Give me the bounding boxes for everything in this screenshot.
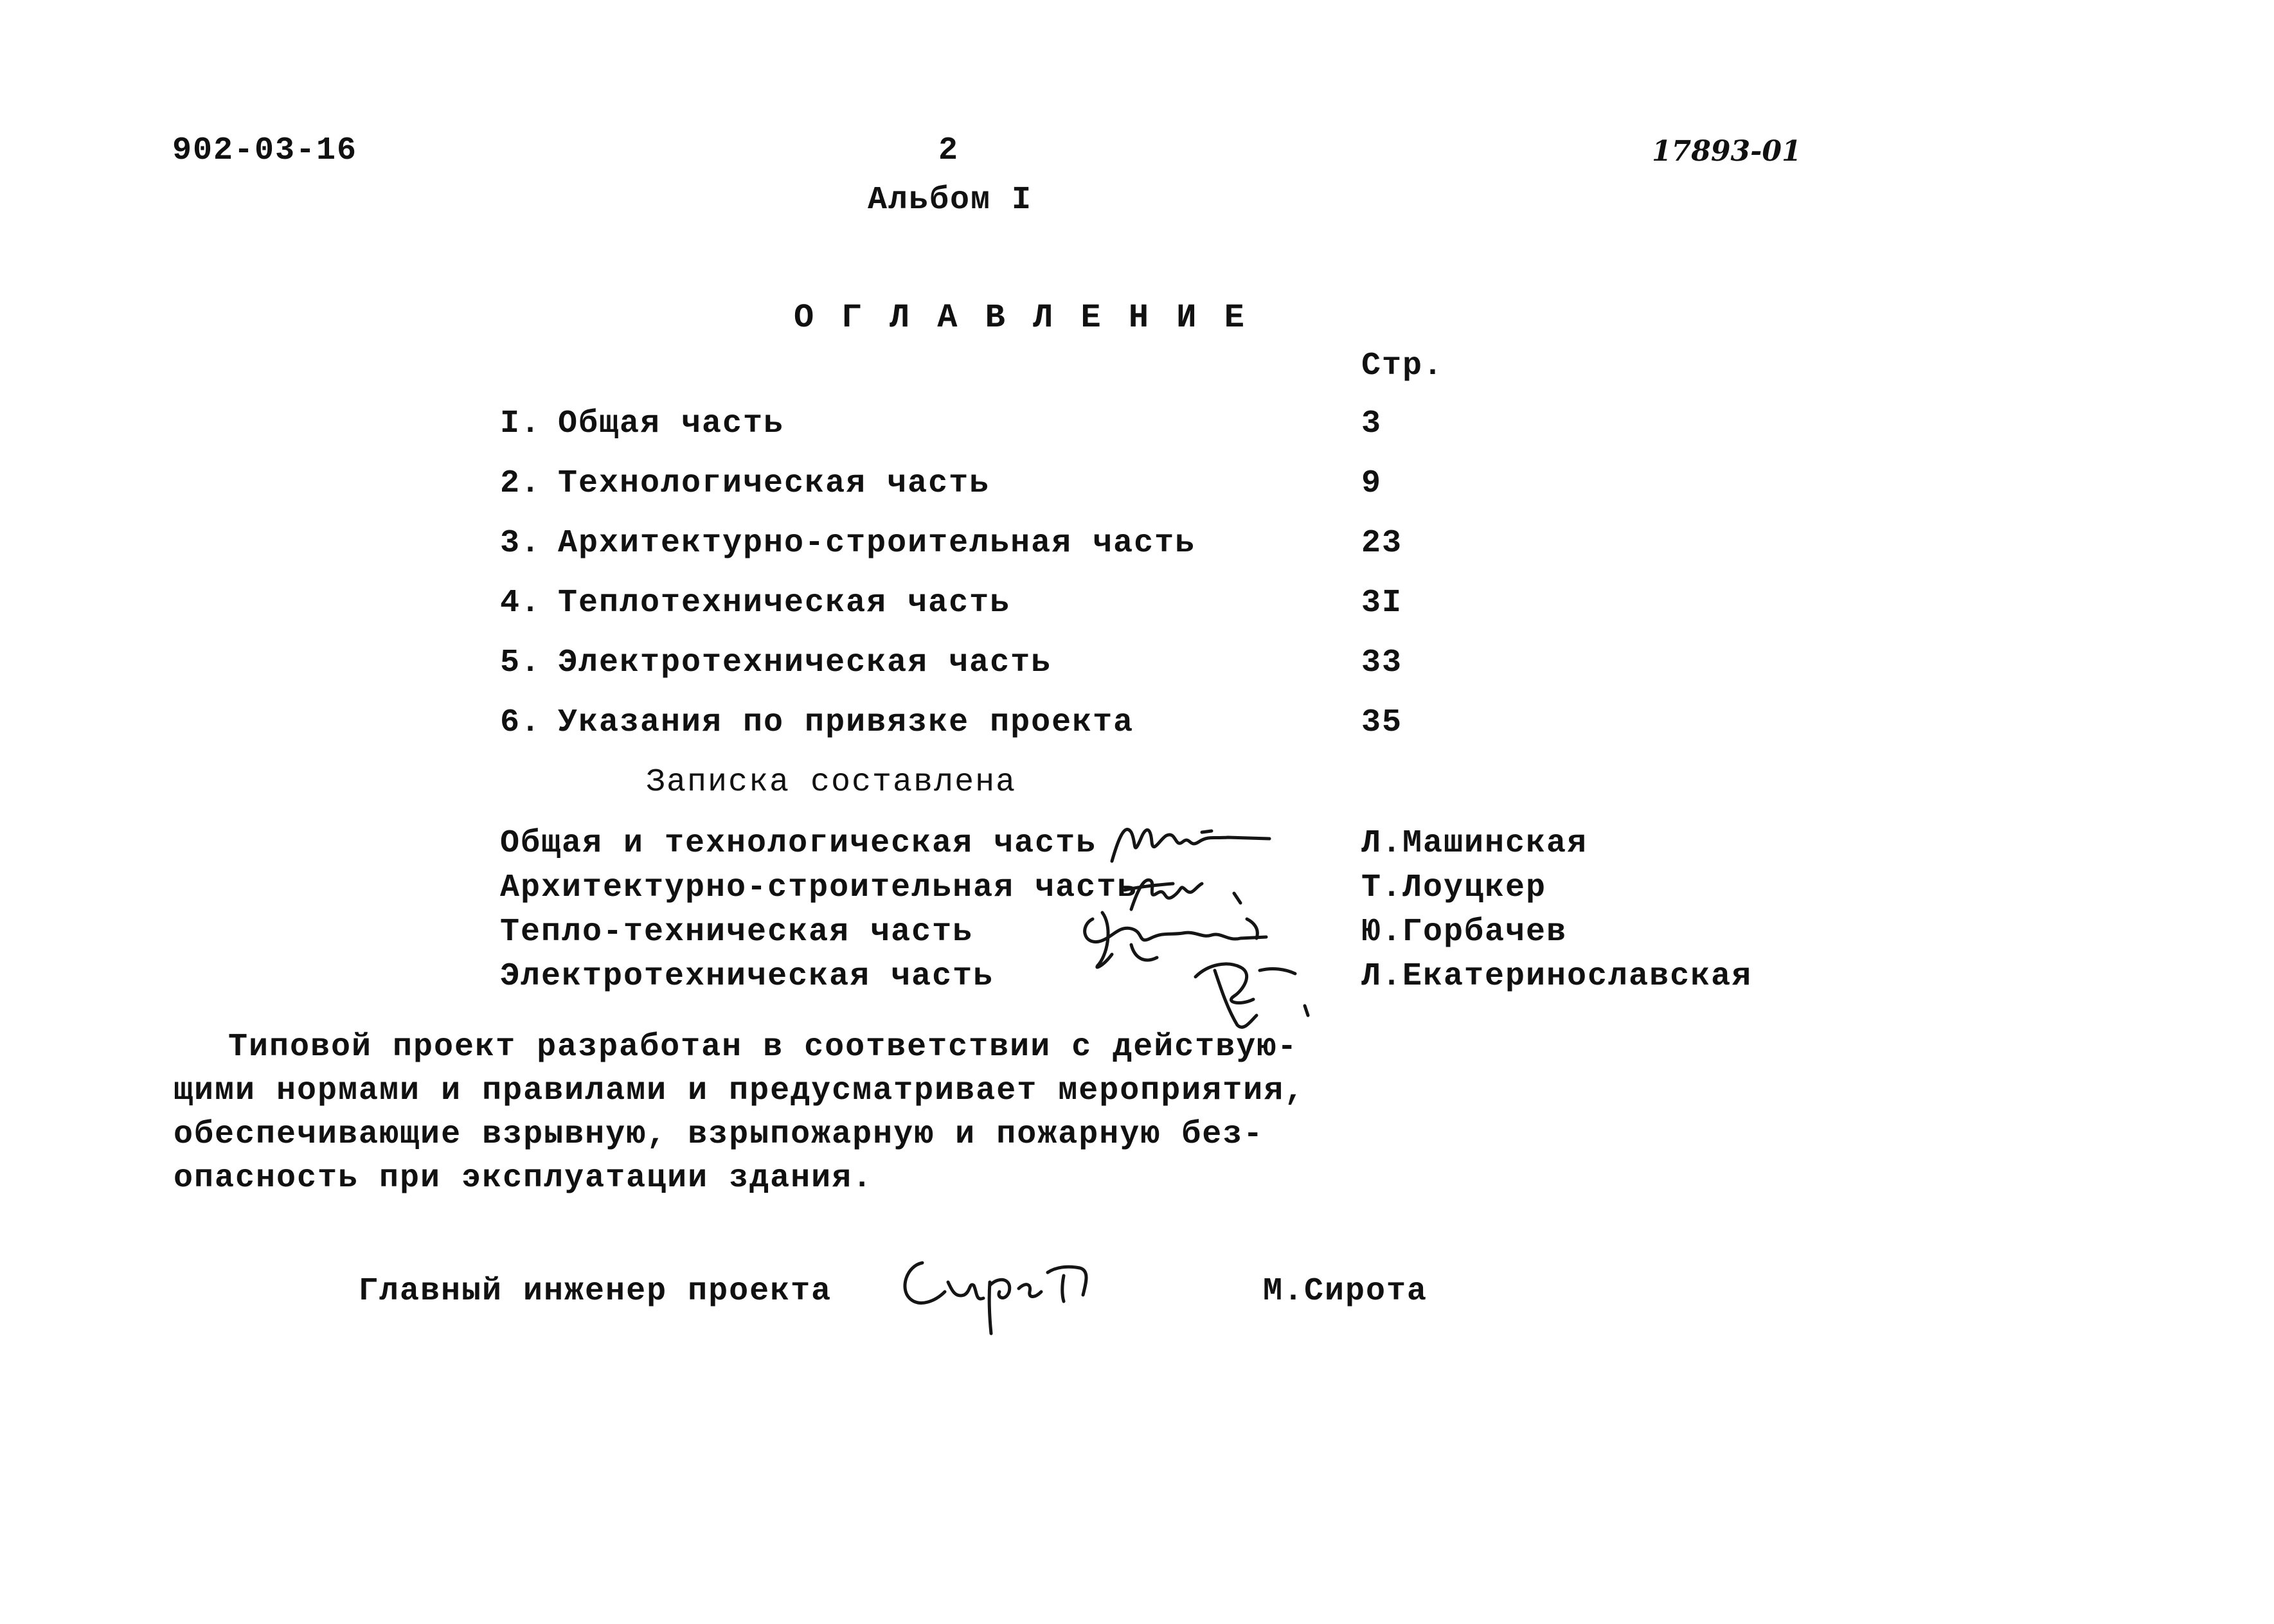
author-section: Общая и технологическая часть (500, 825, 1097, 862)
author-name: Т.Лоуцкер (1361, 870, 1547, 906)
toc-item-page: 35 (1361, 704, 1403, 741)
author-section: Архитектурно-строительная часть (500, 870, 1138, 906)
statement-paragraph (174, 1026, 1305, 1200)
signature-ekaterinoslavskaya (1183, 945, 1311, 1035)
statement-line: опасность при эксплуатации здания. (174, 1160, 873, 1197)
author-name: Л.Екатеринославская (1361, 958, 1753, 995)
page-column-label: Стр. (1361, 348, 1444, 384)
author-section: Тепло-техническая часть (500, 914, 974, 950)
toc-item-number: 2. (500, 465, 542, 502)
chief-engineer-name: М.Сирота (1263, 1273, 1428, 1310)
toc-item-label: Теплотехническая часть (558, 585, 1011, 621)
toc-item (500, 644, 1464, 683)
toc-title: О Г Л А В Л Е Н И Е (794, 299, 1248, 337)
toc-item-page: 9 (1361, 465, 1383, 502)
toc-item (500, 704, 1464, 742)
toc-item (500, 524, 1464, 563)
signature-sirota (893, 1237, 1125, 1340)
toc-item-page: 33 (1361, 645, 1403, 681)
document-code: 902-03-16 (172, 132, 358, 169)
author-name: Ю.Горбачев (1361, 914, 1568, 950)
toc-item (500, 465, 1464, 503)
author-name: Л.Машинская (1361, 825, 1588, 862)
toc-item-number: 3. (500, 525, 542, 562)
page-number: 2 (938, 132, 960, 169)
toc-item-page: 23 (1361, 525, 1403, 562)
toc-item-number: 4. (500, 585, 542, 621)
chief-engineer-title: Главный инженер проекта (359, 1273, 832, 1310)
toc-item-label: Общая часть (558, 406, 785, 442)
album-label: Альбом I (868, 182, 1033, 219)
signature-mashinskaya (1106, 813, 1273, 871)
toc-item-page: 3 (1361, 406, 1383, 442)
toc-item-number: 6. (500, 704, 542, 741)
toc-item-page: 3I (1361, 585, 1403, 621)
toc-item-label: Указания по привязке проекта (558, 704, 1134, 741)
statement-line: обеспечивающие взрывную, взрыпожарную и пожарную без- (174, 1116, 1264, 1153)
statement-line: Типовой проект разработан в соответствии с действую- (228, 1029, 1298, 1066)
authors-heading: Записка составлена (646, 764, 1017, 801)
toc-item-number: I. (500, 406, 542, 442)
author-section: Электротехническая часть (500, 958, 994, 995)
statement-line: щими нормами и правилами и предусматривает мероприятия, (174, 1073, 1305, 1109)
toc-item-label: Архитектурно-строительная часть (558, 525, 1196, 562)
toc-item-label: Технологическая часть (558, 465, 990, 502)
toc-item (500, 584, 1464, 623)
inventory-number: 17893-01 (1652, 135, 1802, 168)
toc-item (500, 405, 1464, 443)
toc-item-label: Электротехническая часть (558, 645, 1052, 681)
toc-item-number: 5. (500, 645, 542, 681)
